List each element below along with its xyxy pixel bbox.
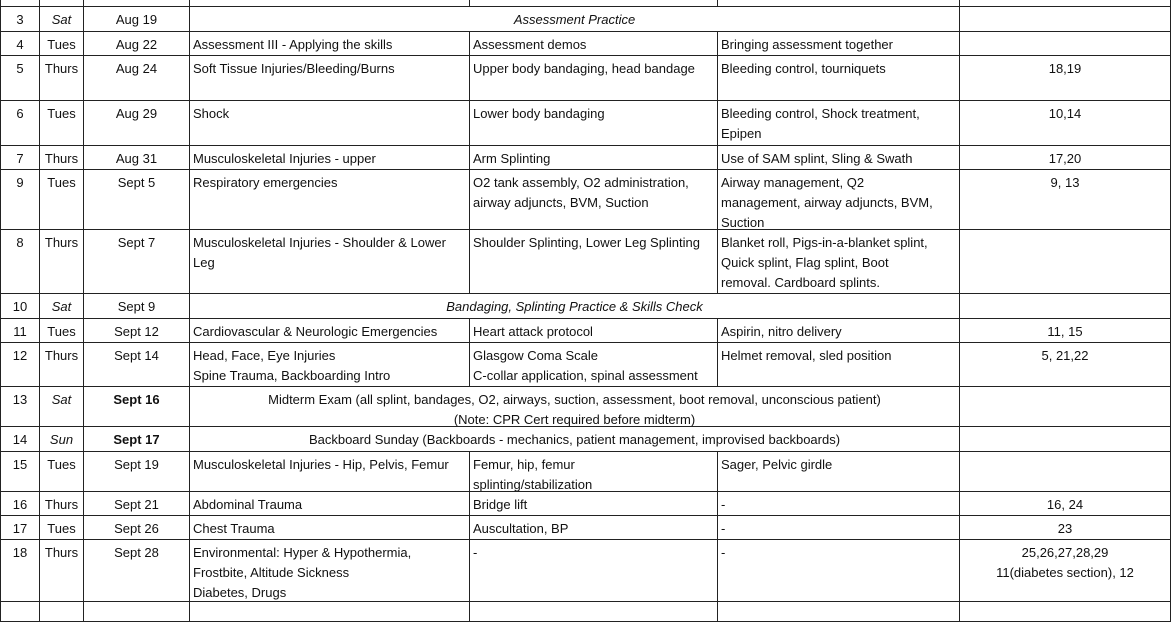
table-row (0, 56, 1171, 101)
cell-reading (960, 602, 1171, 622)
cell-topic: Respiratory emergencies (190, 170, 470, 230)
cell-number: 5 (0, 56, 40, 101)
cell-reading: 5, 21,22 (960, 343, 1171, 387)
table-row (0, 602, 1171, 622)
cell-reading: 9, 13 (960, 170, 1171, 230)
notes-line: Quick splint, Flag splint, Boot (721, 255, 889, 270)
cell-skills: Bridge lift (470, 492, 718, 516)
cell-date: Aug 19 (84, 7, 190, 32)
cell-date: Sept 19 (84, 452, 190, 492)
skills-line: Glasgow Coma Scale (473, 348, 598, 363)
cell-skills (470, 602, 718, 622)
table-row (0, 452, 1171, 492)
cell-topic (190, 540, 470, 602)
cell-notes: Use of SAM splint, Sling & Swath (718, 146, 960, 170)
cell-day: Tues (40, 319, 84, 343)
table-row (0, 540, 1171, 602)
cell-reading (960, 387, 1171, 427)
cell-skills: Shoulder Splinting, Lower Leg Splinting (470, 230, 718, 294)
cell-date: Sept 26 (84, 516, 190, 540)
cell-reading: 18,19 (960, 56, 1171, 101)
cell-topic: Cardiovascular & Neurologic Emergencies (190, 319, 470, 343)
cell-skills: Upper body bandaging, head bandage (470, 56, 718, 101)
cell-day: Thurs (40, 146, 84, 170)
table-row (0, 146, 1171, 170)
cell-event: Bandaging, Splinting Practice & Skills Check (190, 294, 960, 319)
table-row (0, 294, 1171, 319)
table-row (0, 492, 1171, 516)
notes-line: Airway management, Q2 (721, 175, 865, 190)
cell-number: 6 (0, 101, 40, 146)
topic-line: Spine Trauma, Backboarding Intro (193, 368, 391, 383)
cell-notes: Helmet removal, sled position (718, 343, 960, 387)
cell-skills: Lower body bandaging (470, 101, 718, 146)
table-row (0, 230, 1171, 294)
cell-number: 11 (0, 319, 40, 343)
cell-skills (470, 343, 718, 387)
cell-day: Thurs (40, 540, 84, 602)
cell-notes: Sager, Pelvic girdle (718, 452, 960, 492)
cell-date (84, 0, 190, 7)
notes-line: Bleeding control, Shock treatment, (721, 106, 920, 121)
cell-reading (960, 452, 1171, 492)
cell-reading (960, 294, 1171, 319)
cell-date: Sept 16 (84, 387, 190, 427)
cell-notes (718, 0, 960, 7)
notes-line: removal. Cardboard splints. (721, 275, 880, 290)
table-row (0, 387, 1171, 427)
cell-reading (960, 32, 1171, 56)
cell-day: Thurs (40, 492, 84, 516)
cell-number: 13 (0, 387, 40, 427)
table-row (0, 170, 1171, 230)
cell-day (40, 0, 84, 7)
cell-notes: Bringing assessment together (718, 32, 960, 56)
table-row (0, 101, 1171, 146)
topic-line: Frostbite, Altitude Sickness (193, 565, 350, 580)
cell-skills: Assessment demos (470, 32, 718, 56)
cell-date: Aug 24 (84, 56, 190, 101)
cell-date: Sept 28 (84, 540, 190, 602)
cell-notes (718, 170, 960, 230)
cell-number: 12 (0, 343, 40, 387)
cell-reading: 23 (960, 516, 1171, 540)
cell-date: Sept 12 (84, 319, 190, 343)
cell-number (0, 0, 40, 7)
table-row (0, 343, 1171, 387)
cell-day (40, 602, 84, 622)
notes-line: management, airway adjuncts, BVM, (721, 195, 933, 210)
cell-number: 16 (0, 492, 40, 516)
cell-reading (960, 427, 1171, 452)
table-row (0, 7, 1171, 32)
reading-line: 11(diabetes section), 12 (996, 565, 1134, 580)
skills-line: C-collar application, spinal assessment (473, 368, 698, 383)
topic-line: Environmental: Hyper & Hypothermia, (193, 545, 412, 560)
cell-number: 8 (0, 230, 40, 294)
cell-topic: Soft Tissue Injuries/Bleeding/Burns (190, 56, 470, 101)
cell-day: Sat (40, 7, 84, 32)
cell-event (190, 387, 960, 427)
cell-day: Sun (40, 427, 84, 452)
cell-topic: Musculoskeletal Injuries - upper (190, 146, 470, 170)
cell-day: Thurs (40, 56, 84, 101)
event-line: (Note: CPR Cert required before midterm) (453, 412, 696, 427)
cell-reading (960, 7, 1171, 32)
cell-topic: Assessment III - Applying the skills (190, 32, 470, 56)
event-line: Midterm Exam (all splint, bandages, O2, airways, suction, assessment, boot removal, unconscious patient) (268, 392, 881, 407)
cell-date: Sept 17 (84, 427, 190, 452)
cell-topic: Musculoskeletal Injuries - Hip, Pelvis, Femur (190, 452, 470, 492)
cell-number: 14 (0, 427, 40, 452)
cell-reading (960, 230, 1171, 294)
cell-date: Sept 14 (84, 343, 190, 387)
cell-date: Sept 9 (84, 294, 190, 319)
cell-notes: - (718, 492, 960, 516)
cell-topic: Abdominal Trauma (190, 492, 470, 516)
table-row (0, 516, 1171, 540)
cell-reading: 16, 24 (960, 492, 1171, 516)
skills-line: airway adjuncts, BVM, Suction (473, 195, 649, 210)
notes-line: Suction (721, 215, 765, 230)
cell-topic: Chest Trauma (190, 516, 470, 540)
cell-reading: 17,20 (960, 146, 1171, 170)
cell-reading: 10,14 (960, 101, 1171, 146)
cell-notes (718, 602, 960, 622)
notes-line: Epipen (721, 126, 762, 141)
reading-line: 25,26,27,28,29 (1021, 545, 1109, 560)
cell-topic (190, 343, 470, 387)
table-row (0, 32, 1171, 56)
cell-number (0, 602, 40, 622)
cell-day: Sat (40, 387, 84, 427)
cell-topic (190, 602, 470, 622)
table-row (0, 319, 1171, 343)
cell-date (84, 602, 190, 622)
cell-date: Sept 5 (84, 170, 190, 230)
cell-reading (960, 0, 1171, 7)
cell-day: Sat (40, 294, 84, 319)
cell-notes: - (718, 540, 960, 602)
cell-skills (470, 452, 718, 492)
skills-line: splinting/stabilization (473, 477, 593, 492)
cell-topic (190, 230, 470, 294)
table-row (0, 0, 1171, 7)
notes-line: Blanket roll, Pigs-in-a-blanket splint, (721, 235, 928, 250)
cell-skills: - (470, 540, 718, 602)
cell-day: Tues (40, 170, 84, 230)
table-row (0, 427, 1171, 452)
cell-reading (960, 540, 1171, 602)
cell-date: Sept 7 (84, 230, 190, 294)
cell-day: Tues (40, 32, 84, 56)
cell-number: 18 (0, 540, 40, 602)
cell-number: 7 (0, 146, 40, 170)
cell-number: 15 (0, 452, 40, 492)
cell-skills: Arm Splinting (470, 146, 718, 170)
cell-day: Tues (40, 516, 84, 540)
topic-line: Leg (193, 255, 215, 270)
cell-day: Tues (40, 101, 84, 146)
cell-skills (470, 0, 718, 7)
topic-line: Head, Face, Eye Injuries (193, 348, 336, 363)
cell-notes: Bleeding control, tourniquets (718, 56, 960, 101)
cell-skills (470, 170, 718, 230)
cell-notes: - (718, 516, 960, 540)
cell-event: Backboard Sunday (Backboards - mechanics, patient management, improvised backboards) (190, 427, 960, 452)
cell-date: Sept 21 (84, 492, 190, 516)
cell-topic: Shock (190, 101, 470, 146)
topic-line: Diabetes, Drugs (193, 585, 287, 600)
cell-notes: Aspirin, nitro delivery (718, 319, 960, 343)
cell-skills: Auscultation, BP (470, 516, 718, 540)
cell-date: Aug 31 (84, 146, 190, 170)
cell-date: Aug 29 (84, 101, 190, 146)
cell-topic (190, 0, 470, 7)
cell-number: 9 (0, 170, 40, 230)
cell-skills: Heart attack protocol (470, 319, 718, 343)
cell-date: Aug 22 (84, 32, 190, 56)
cell-day: Tues (40, 452, 84, 492)
cell-day: Thurs (40, 230, 84, 294)
cell-number: 10 (0, 294, 40, 319)
cell-number: 17 (0, 516, 40, 540)
cell-notes (718, 230, 960, 294)
cell-number: 4 (0, 32, 40, 56)
cell-notes (718, 101, 960, 146)
skills-line: Femur, hip, femur (473, 457, 575, 472)
cell-number: 3 (0, 7, 40, 32)
cell-day: Thurs (40, 343, 84, 387)
cell-event: Assessment Practice (190, 7, 960, 32)
topic-line: Musculoskeletal Injuries - Shoulder & Lower (193, 235, 446, 250)
cell-reading: 11, 15 (960, 319, 1171, 343)
skills-line: O2 tank assembly, O2 administration, (473, 175, 689, 190)
